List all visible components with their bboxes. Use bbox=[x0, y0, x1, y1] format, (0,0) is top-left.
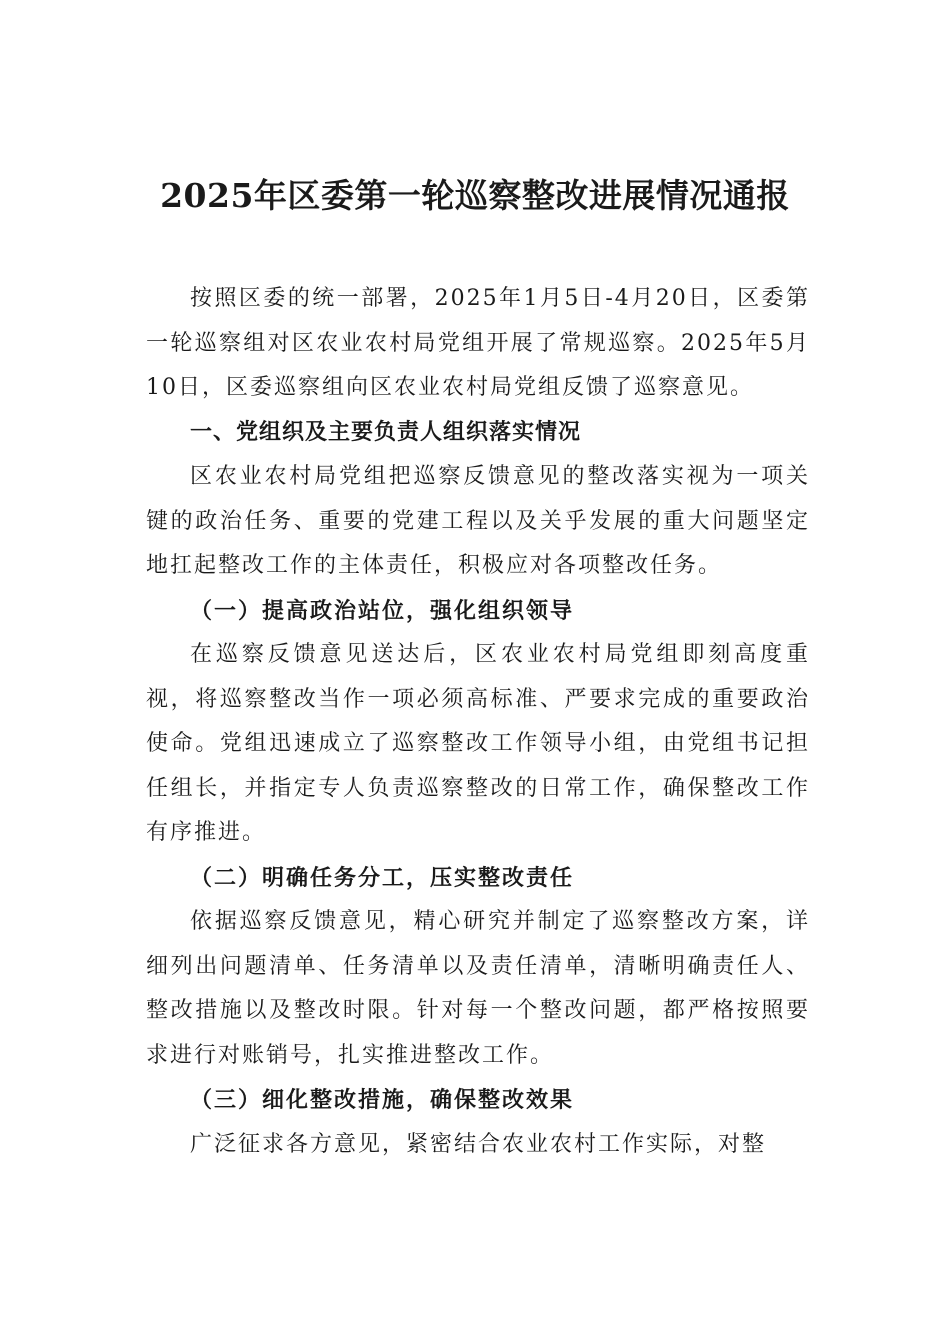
section-paragraph: 区农业农村局党组把巡察反馈意见的整改落实视为一项关键的政治任务、重要的党建工程以及关乎发展的重大问题坚定地扛起整改工作的主体责任，积极应对各项整改任务。 bbox=[146, 464, 810, 578]
subsection-paragraph: 在巡察反馈意见送达后，区农业农村局党组即刻高度重视，将巡察整改当作一项必须高标准、严要求完成的重要政治使命。党组迅速成立了巡察整改工作领导小组，由党组书记担任组长，并指定专人负责巡察整改的日常工作，确保整改工作有序推进。 bbox=[146, 642, 810, 845]
section-heading: 一、党组织及主要负责人组织落实情况 bbox=[190, 419, 582, 445]
subsection-paragraph: 广泛征求各方意见，紧密结合农业农村工作实际，对整 bbox=[190, 1131, 767, 1157]
document-title: 2025年区委第一轮巡察整改进展情况通报 bbox=[160, 176, 790, 215]
subsection-heading: （二）明确任务分工，压实整改责任 bbox=[190, 864, 575, 891]
subsection-heading: （一）提高政治站位，强化组织领导 bbox=[190, 597, 575, 624]
subsection-paragraph: 依据巡察反馈意见，精心研究并制定了巡察整改方案，详细列出问题清单、任务清单以及责任清单，清晰明确责任人、整改措施以及整改时限。针对每一个整改问题，都严格按照要求进行对账销号，扎实推进整改工作。 bbox=[146, 909, 810, 1068]
subsection-heading: （三）细化整改措施，确保整改效果 bbox=[190, 1087, 575, 1113]
intro-paragraph: 按照区委的统一部署，2025年1月5日-4月20日，区委第一轮巡察组对区农业农村局党组开展了常规巡察。2025年5月10日，区委巡察组向区农业农村局党组反馈了巡察意见。 bbox=[146, 286, 810, 400]
document-body bbox=[146, 277, 810, 1167]
